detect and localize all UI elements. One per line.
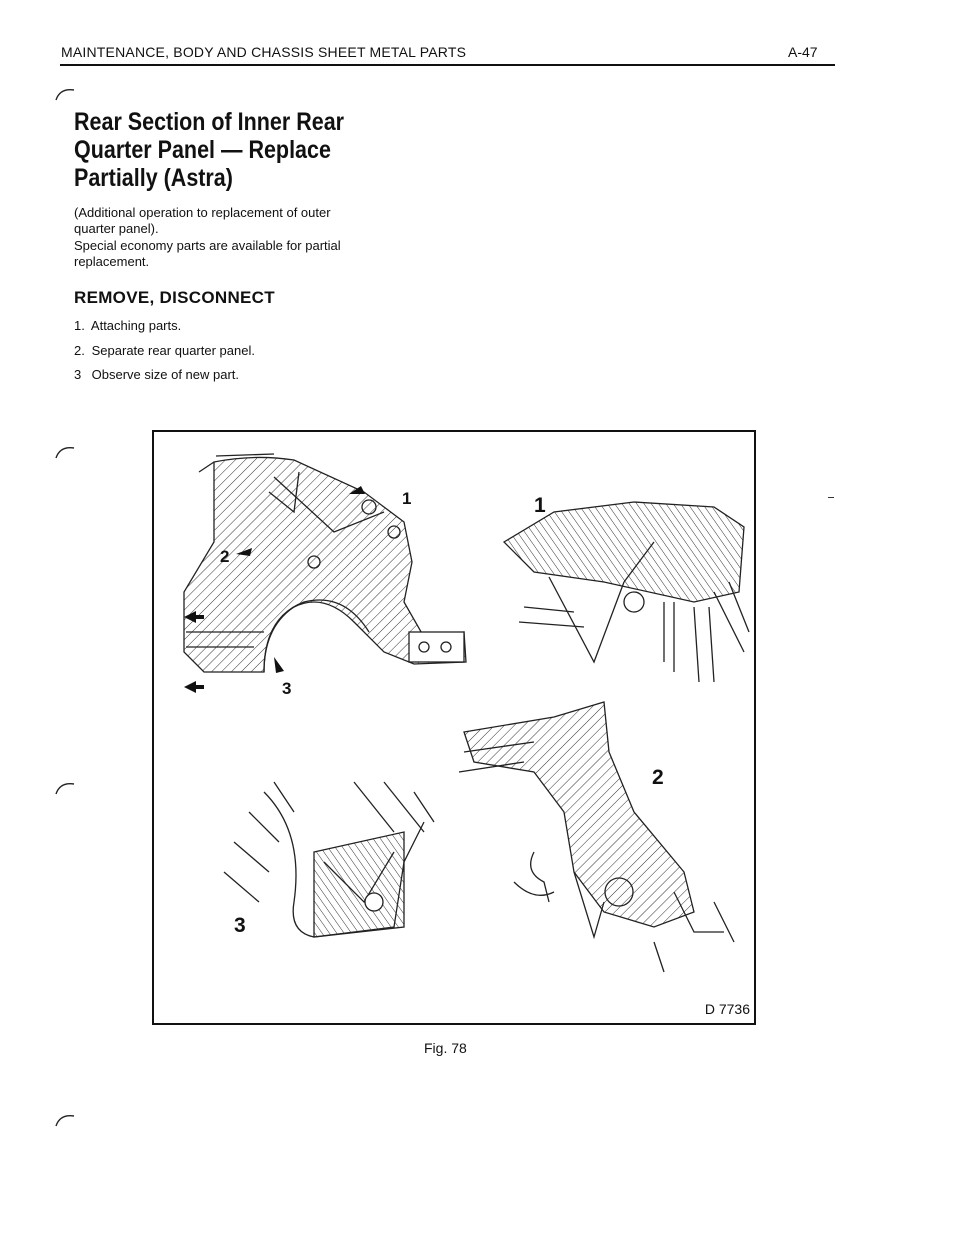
figure-caption: Fig. 78 <box>424 1040 467 1056</box>
intro-line: quarter panel). <box>74 221 159 236</box>
step-text: Attaching parts. <box>90 318 182 333</box>
callout-label: 3 <box>234 914 246 937</box>
figure-code: D 7736 <box>704 1001 750 1017</box>
technical-illustration <box>154 432 754 1023</box>
intro-line: replacement. <box>74 254 150 269</box>
margin-mark <box>54 780 78 798</box>
page-number: A-47 <box>788 44 818 60</box>
step-item <box>74 343 255 358</box>
margin-mark <box>54 444 78 462</box>
step-number: 3 <box>74 367 82 382</box>
header-rule <box>60 64 835 66</box>
title-line: Rear Section of Inner Rear <box>74 108 345 136</box>
figure-frame <box>152 430 756 1025</box>
callout-label: 1 <box>402 489 412 508</box>
step-text: Separate rear quarter panel. <box>91 343 255 358</box>
step-item <box>74 367 239 382</box>
page-header-title: MAINTENANCE, BODY AND CHASSIS SHEET METAL PARTS <box>61 44 467 60</box>
margin-mark <box>54 86 78 104</box>
callout-label: 2 <box>220 547 230 566</box>
callout-label: 3 <box>282 679 292 698</box>
callout-label: 1 <box>534 494 546 517</box>
step-number: 2. <box>74 343 85 358</box>
intro-line: (Additional operation to replacement of outer <box>74 205 331 220</box>
margin-mark <box>54 1112 78 1130</box>
margin-dash <box>828 497 834 498</box>
title-line: Quarter Panel — Replace <box>74 136 331 164</box>
step-text: Observe size of new part. <box>91 367 240 382</box>
page-title <box>74 108 366 192</box>
detail-view-2 <box>459 702 734 972</box>
section-heading: REMOVE, DISCONNECT <box>74 288 275 307</box>
callout-label: 2 <box>652 766 664 789</box>
step-number: 1. <box>74 318 85 333</box>
detail-view-1 <box>504 502 749 682</box>
detail-view-3 <box>224 782 434 937</box>
step-item <box>74 318 181 333</box>
title-line: Partially (Astra) <box>74 164 233 192</box>
intro-line: Special economy parts are available for partial <box>74 238 341 253</box>
